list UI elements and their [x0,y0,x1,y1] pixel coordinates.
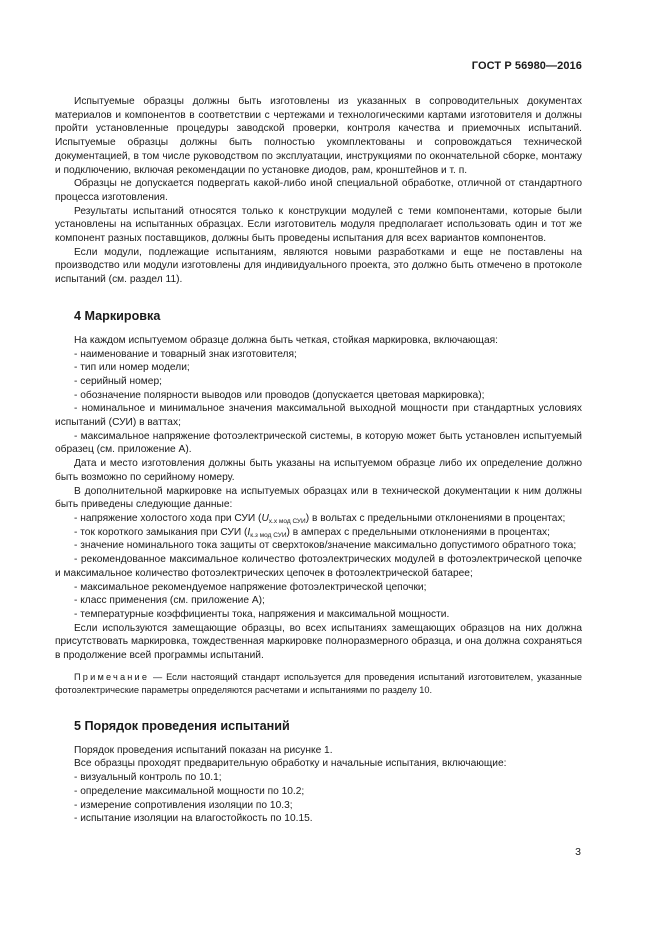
paragraph: Если используются замещающие образцы, во всех испытаниях замещающих образцов на них должна присутствовать маркировка, тождественная маркировке полноразмерного образца, и она должна сохраняться в продолжение всей программы испытаний. [55,622,582,662]
paragraph: На каждом испытуемом образце должна быть четкая, стойкая маркировка, включающая: [74,334,498,346]
list-item: - испытание изоляции на влагостойкость по 10.15. [74,813,313,825]
list-item: - класс применения (см. приложение А); [74,595,265,607]
paragraph: В дополнительной маркировке на испытуемых образцах или в технической документации к ним должны быть приведены следующие данные: [55,485,582,511]
paragraph: Дата и место изготовления должны быть указаны на испытуемом образце либо их определение должно быть возможно по серийному номеру. [55,458,582,483]
list-item: - значение номинального тока защиты от сверхтоков/значение максимально допустимого обратного тока; [74,540,577,552]
paragraph: Порядок проведения испытаний показан на рисунке 1. [74,744,333,756]
isc-symbol: I [247,526,251,538]
list-item: - максимальное напряжение фотоэлектрической системы, в которую может быть установлен испытуемый образец (см. приложение А). [55,430,582,456]
list-item: - максимальное рекомендуемое напряжение фотоэлектрической цепочки; [74,581,427,593]
voc-suffix: ) в вольтах с предельными отклонениями в процентах; [305,512,566,524]
list-item: - номинальное и минимальное значения максимальной выходной мощности при стандартных условиях испытаний (СУИ) в ваттах; [55,403,582,429]
isc-subscript: к.з мод СУИ [250,531,287,539]
paragraph: Образцы не допускается подвергать какой-либо иной специальной обработке, отличной от стандартного процесса изготовления. [55,178,582,203]
list-item: - температурные коэффициенты тока, напряжения и максимальной мощности. [74,608,450,620]
list-item: - наименование и товарный знак изготовителя; [74,348,297,360]
paragraph: Результаты испытаний относятся только к конструкции модулей с теми компонентами, которые были установлены на испытанных образцах. Если изготовитель модуля предполагает использовать один и тот же компонент разных поставщиков, должны быть проведены испытания для всех вариантов компонентов. [55,205,582,245]
list-item: - тип или номер модели; [74,362,190,374]
list-item: - определение максимальной мощности по 10.2; [74,785,305,797]
section-5-heading: 5 Порядок проведения испытаний [74,718,290,733]
voc-subscript: х.х мод СУИ [268,517,306,525]
list-item: - серийный номер; [74,375,162,387]
list-item [55,512,582,526]
note-text: — Если настоящий стандарт используется для проведения испытаний изготовителем, указанные фотоэлектрические параметры определяются расчетами и испытаниями по разделу 10. [55,671,582,695]
page-number: 3 [575,846,581,858]
list-item: - рекомендованное максимальное количество фотоэлектрических модулей в фотоэлектрической цепочке и максимальное количество фотоэлектрических цепочек в фотоэлектрической батарее; [55,554,582,579]
list-item [55,526,582,540]
isc-prefix: - ток короткого замыкания при СУИ ( [74,526,248,538]
paragraph: Если модули, подлежащие испытаниям, являются новыми разработками и еще не поставлены на производство или модули изготовлены для индивидуального проекта, это должно быть отмечено в протоколе испытаний (см. раздел 11). [55,246,582,286]
voc-prefix: - напряжение холостого хода при СУИ ( [74,512,262,524]
section-4-heading: 4 Маркировка [74,308,161,323]
list-item: - визуальный контроль по 10.1; [74,772,222,784]
voc-symbol: U [261,512,269,524]
list-item: - измерение сопротивления изоляции по 10.3; [74,799,293,811]
document-id-header: ГОСТ Р 56980—2016 [471,60,582,72]
paragraph: Все образцы проходят предварительную обработку и начальные испытания, включающие: [74,758,507,770]
paragraph: Испытуемые образцы должны быть изготовлены из указанных в сопроводительных документах материалов и компонентов в соответствии с чертежами и технологическими картами изготовителя и должны пройти установленные процедуры заводской проверки, контроля качества и приемочных испытаний. Испытуемые образцы должны быть полностью укомплектованы и сопровождаться технической документацией, в том числе руководством по эксплуатации, инструкциями по окончательной сборке, монтажу и подключению, включая рекомендации по установке диодов, рам, кронштейнов и т. п. [55,96,582,176]
list-item: - обозначение полярности выводов или проводов (допускается цветовая маркировка); [74,389,485,401]
isc-suffix: ) в амперах с предельными отклонениями в процентах; [286,526,550,538]
note-label: Примечание [74,671,150,682]
note [55,671,582,697]
document-body [55,95,582,826]
